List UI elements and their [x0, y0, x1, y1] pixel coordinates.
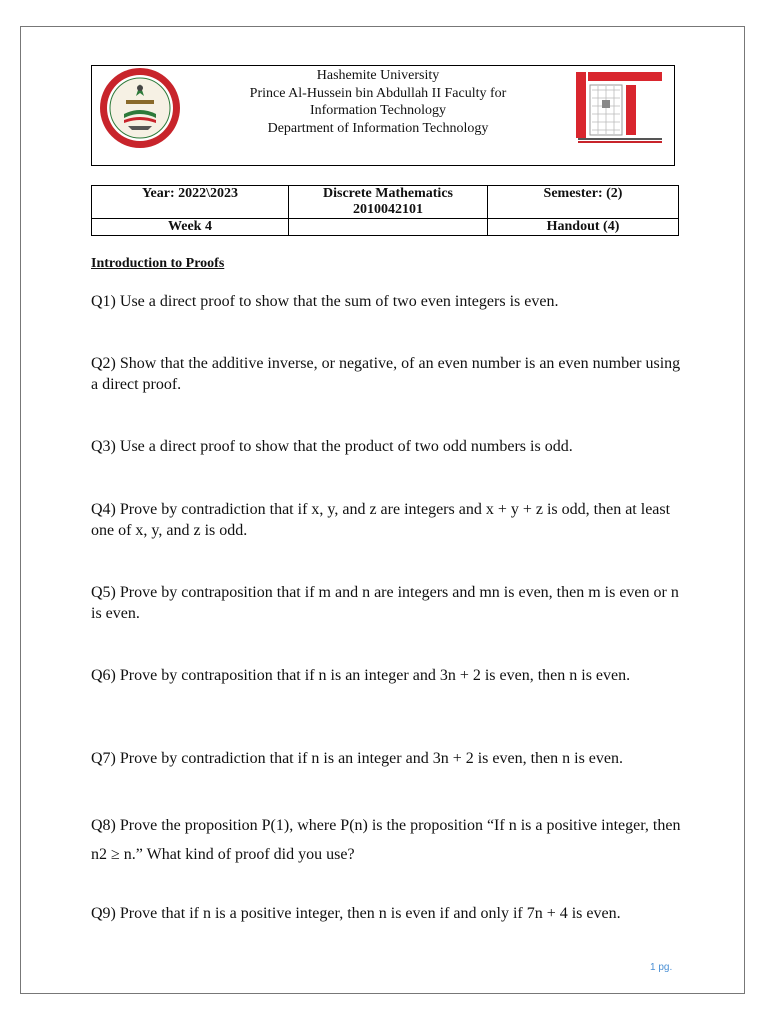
- faculty-name-line2: Information Technology: [309, 103, 446, 118]
- semester-cell: Semester: (2): [488, 186, 679, 219]
- section-title: Introduction to Proofs: [91, 256, 225, 271]
- question-2: Q2) Show that the additive inverse, or negative, of an even number is an even number using a direct proof.: [91, 355, 681, 393]
- university-name: Hashemite University: [316, 68, 440, 83]
- question-1: Q1) Use a direct proof to show that the sum of two even integers is even.: [91, 293, 559, 310]
- department-name: Department of Information Technology: [267, 120, 489, 136]
- table-row: [92, 219, 679, 236]
- handout-cell: Handout (4): [488, 219, 679, 236]
- question-5: Q5) Prove by contraposition that if m and n are integers and mn is even, then m is even or n is even.: [91, 584, 679, 622]
- course-code: 2010042101: [353, 202, 423, 217]
- question-7: Q7) Prove by contradiction that if n is an integer and 3n + 2 is even, then n is even.: [91, 750, 624, 767]
- question-6: Q6) Prove by contraposition that if n is an integer and 3n + 2 is even, then n is even.: [91, 667, 631, 684]
- university-seal-icon: [98, 66, 182, 150]
- empty-cell: [289, 219, 488, 236]
- question-4: Q4) Prove by contradiction that if x, y, and z are integers and x + y + z is odd, then at least one of x, y, and z is odd.: [91, 501, 671, 539]
- page-number: 1 pg.: [650, 962, 673, 973]
- it-department-logo-icon: [576, 70, 666, 144]
- course-cell: [289, 186, 488, 219]
- table-row: [92, 186, 679, 219]
- faculty-name-line1: Prince Al-Hussein bin Abdullah II Faculty for: [249, 85, 507, 101]
- course-name: Discrete Mathematics: [323, 186, 453, 201]
- course-info-table: [91, 185, 679, 236]
- document-header: [91, 65, 675, 166]
- week-cell: Week 4: [92, 219, 289, 236]
- question-3: Q3) Use a direct proof to show that the product of two odd numbers is odd.: [91, 438, 573, 455]
- question-9: Q9) Prove that if n is a positive integer, then n is even if and only if 7n + 4 is even.: [91, 905, 621, 922]
- university-header-text: [222, 67, 534, 137]
- year-cell: Year: 2022\2023: [92, 186, 289, 219]
- question-8: Q8) Prove the proposition P(1), where P(n) is the proposition “If n is a positive integer, then n2 ≥ n.” What kind of proof did you use?: [91, 817, 681, 863]
